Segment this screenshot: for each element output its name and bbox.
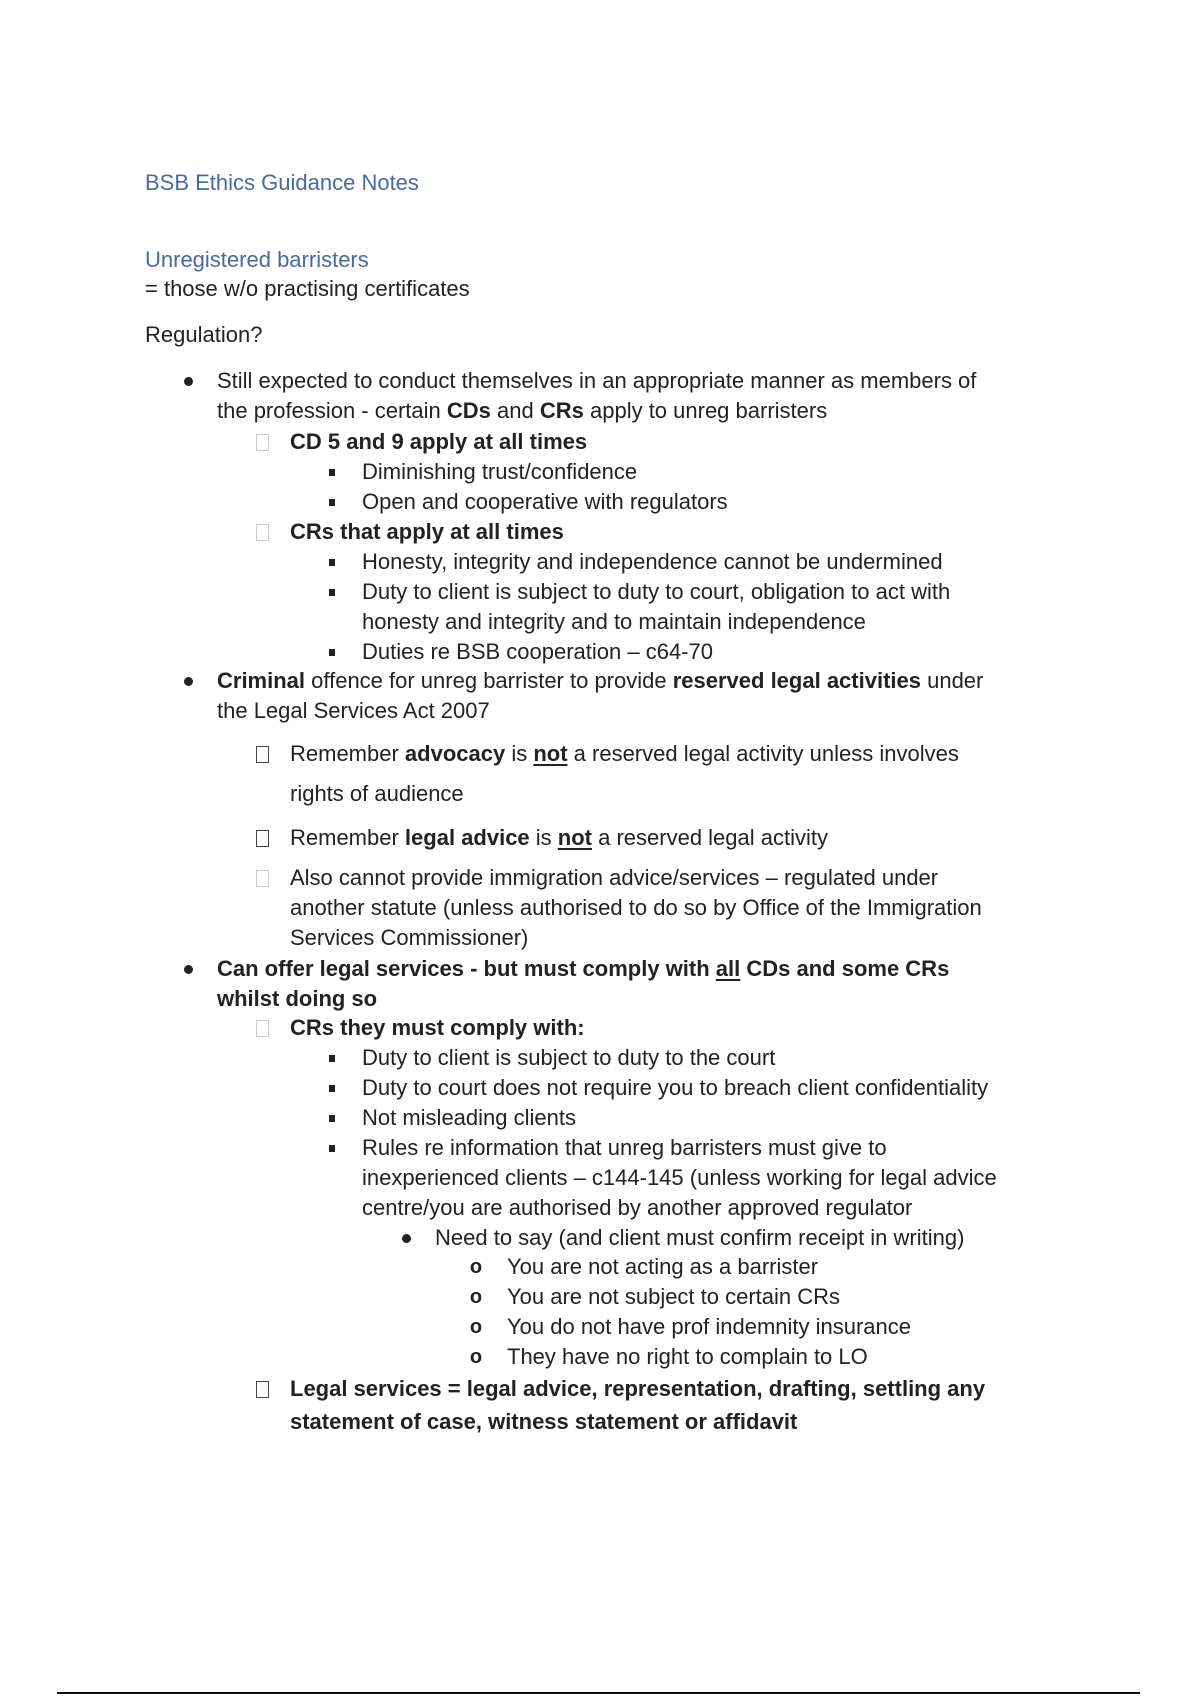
text-segment: centre/you are authorised by another approved regulator [362, 1195, 913, 1220]
bold-text: reserved legal activities [672, 668, 921, 693]
text-line [217, 954, 949, 984]
bullet-circle-icon: o [469, 1256, 483, 1278]
bullet-box-icon [252, 1013, 272, 1043]
bold-text: CDs [446, 398, 491, 423]
text-segment: honesty and integrity and to maintain independence [362, 609, 866, 634]
text-line [362, 1073, 988, 1103]
text-segment: Open and cooperative with regulators [362, 489, 728, 514]
text-line [507, 1312, 911, 1342]
bold-text: CRs that apply at all times [290, 519, 564, 544]
text-segment: Honesty, integrity and independence cannot be undermined [362, 549, 943, 574]
text-segment: rights of audience [290, 781, 464, 806]
text-line [145, 320, 262, 350]
text-segment: is [529, 825, 558, 850]
text-segment: Need to say (and client must confirm receipt in writing) [435, 1225, 965, 1250]
text-line [290, 823, 828, 853]
text-segment: apply to unreg barristers [583, 398, 828, 423]
text-line [145, 274, 470, 304]
text-segment: Still expected to conduct themselves in an appropriate manner as members of [217, 368, 977, 393]
text-segment: You are not acting as a barrister [507, 1254, 819, 1279]
text-line [217, 366, 976, 396]
underlined-text: not [557, 825, 592, 850]
bold-text: legal advice [404, 825, 530, 850]
text-segment: and [490, 398, 540, 423]
text-line [290, 1013, 585, 1043]
bullet-square-icon [322, 487, 342, 517]
underlined-text: all [715, 956, 741, 981]
text-line [290, 863, 938, 893]
text-segment: Duty to client is subject to duty to court, obligation to act with [362, 579, 951, 604]
text-line [362, 637, 713, 667]
text-line [290, 923, 528, 953]
text-segment: Remember [290, 741, 405, 766]
text-line [507, 1252, 818, 1282]
bullet-square-icon [322, 637, 342, 667]
bold-text: advocacy [404, 741, 506, 766]
text-line [217, 666, 983, 696]
bold-text: statement of case, witness statement or affidavit [290, 1409, 798, 1434]
bullet-square-icon [322, 1103, 342, 1133]
text-segment: under [920, 668, 984, 693]
page-title [145, 168, 419, 198]
bold-text: CD 5 and 9 apply at all times [290, 429, 588, 454]
text-line [362, 607, 866, 637]
text-line [507, 1342, 868, 1372]
bullet-square-icon [322, 1073, 342, 1103]
bold-text: Can offer legal services - but must comply with [217, 956, 716, 981]
text-line [290, 739, 959, 769]
underline [533, 741, 567, 766]
text-line [362, 577, 950, 607]
text-segment: the Legal Services Act 2007 [217, 698, 490, 723]
text-segment: = those w/o practising certificates [145, 276, 470, 301]
text-line [217, 984, 377, 1014]
bullet-circle-icon: o [469, 1286, 483, 1308]
underline [716, 956, 740, 981]
text-segment: is [505, 741, 534, 766]
text-segment: another statute (unless authorised to do so by Office of the Immigration [290, 895, 982, 920]
bullet-square-icon [322, 1043, 342, 1073]
bold-text: CDs and some CRs [740, 956, 950, 981]
bullet-square-icon [322, 547, 342, 577]
text-segment: the profession - certain [217, 398, 447, 423]
text-line [435, 1223, 964, 1253]
bold-text: whilst doing so [217, 986, 378, 1011]
bullet-box-icon [252, 1374, 272, 1404]
text-segment: Also cannot provide immigration advice/services – regulated under [290, 865, 939, 890]
underlined-text: not [533, 741, 568, 766]
text-segment: Regulation? [145, 322, 263, 347]
text-segment: inexperienced clients – c144-145 (unless working for legal advice [362, 1165, 997, 1190]
text-segment: a reserved legal activity unless involves [567, 741, 959, 766]
text-line [362, 1163, 997, 1193]
text-segment: You do not have prof indemnity insurance [507, 1314, 912, 1339]
text-line [290, 779, 464, 809]
bullet-square-icon [322, 457, 342, 487]
text-line [217, 696, 490, 726]
text-line [362, 487, 728, 517]
bullet-box-icon [252, 739, 272, 769]
text-segment: Diminishing trust/confidence [362, 459, 638, 484]
text-segment: Not misleading clients [362, 1105, 576, 1130]
bullet-circle-icon: o [469, 1346, 483, 1368]
bullet-box-icon [252, 863, 272, 893]
bullet-dot-icon [178, 954, 198, 984]
bold-text: CRs they must comply with: [290, 1015, 585, 1040]
text-line [362, 1193, 912, 1223]
text-line [217, 396, 827, 426]
text-line [290, 1374, 985, 1404]
text-segment: Duty to client is subject to duty to the court [362, 1045, 776, 1070]
text-segment: Duties re BSB cooperation – c64-70 [362, 639, 713, 664]
section-heading [145, 245, 369, 275]
bullet-circle-icon: o [469, 1316, 483, 1338]
bold-text: CRs [539, 398, 584, 423]
text-segment: BSB Ethics Guidance Notes [145, 170, 419, 195]
text-line [290, 427, 587, 457]
footer-rule [57, 1692, 1140, 1694]
bullet-square-icon [322, 1133, 342, 1163]
text-line [362, 457, 637, 487]
bold-text: Legal services = legal advice, representation, drafting, settling any [290, 1376, 986, 1401]
text-segment: Unregistered barristers [145, 247, 369, 272]
bullet-box-icon [252, 517, 272, 547]
text-line [507, 1282, 840, 1312]
text-line [362, 1043, 775, 1073]
text-line [290, 893, 982, 923]
text-segment: Rules re information that unreg barristers must give to [362, 1135, 887, 1160]
bullet-box-icon [252, 427, 272, 457]
text-segment: Duty to court does not require you to breach client confidentiality [362, 1075, 989, 1100]
bullet-square-icon [322, 577, 342, 607]
text-segment: You are not subject to certain CRs [507, 1284, 841, 1309]
text-line [362, 1103, 576, 1133]
underline [558, 825, 592, 850]
text-line [362, 547, 943, 577]
bullet-dot-icon [396, 1223, 416, 1253]
bold-text: Criminal [217, 668, 306, 693]
bullet-dot-icon [178, 666, 198, 696]
text-segment: Remember [290, 825, 405, 850]
text-segment: offence for unreg barrister to provide [305, 668, 673, 693]
text-line [290, 1407, 797, 1437]
text-line [362, 1133, 887, 1163]
bullet-dot-icon [178, 366, 198, 396]
text-segment: a reserved legal activity [592, 825, 828, 850]
text-segment: They have no right to complain to LO [507, 1344, 868, 1369]
bullet-box-icon [252, 823, 272, 853]
text-segment: Services Commissioner) [290, 925, 529, 950]
text-line [290, 517, 564, 547]
